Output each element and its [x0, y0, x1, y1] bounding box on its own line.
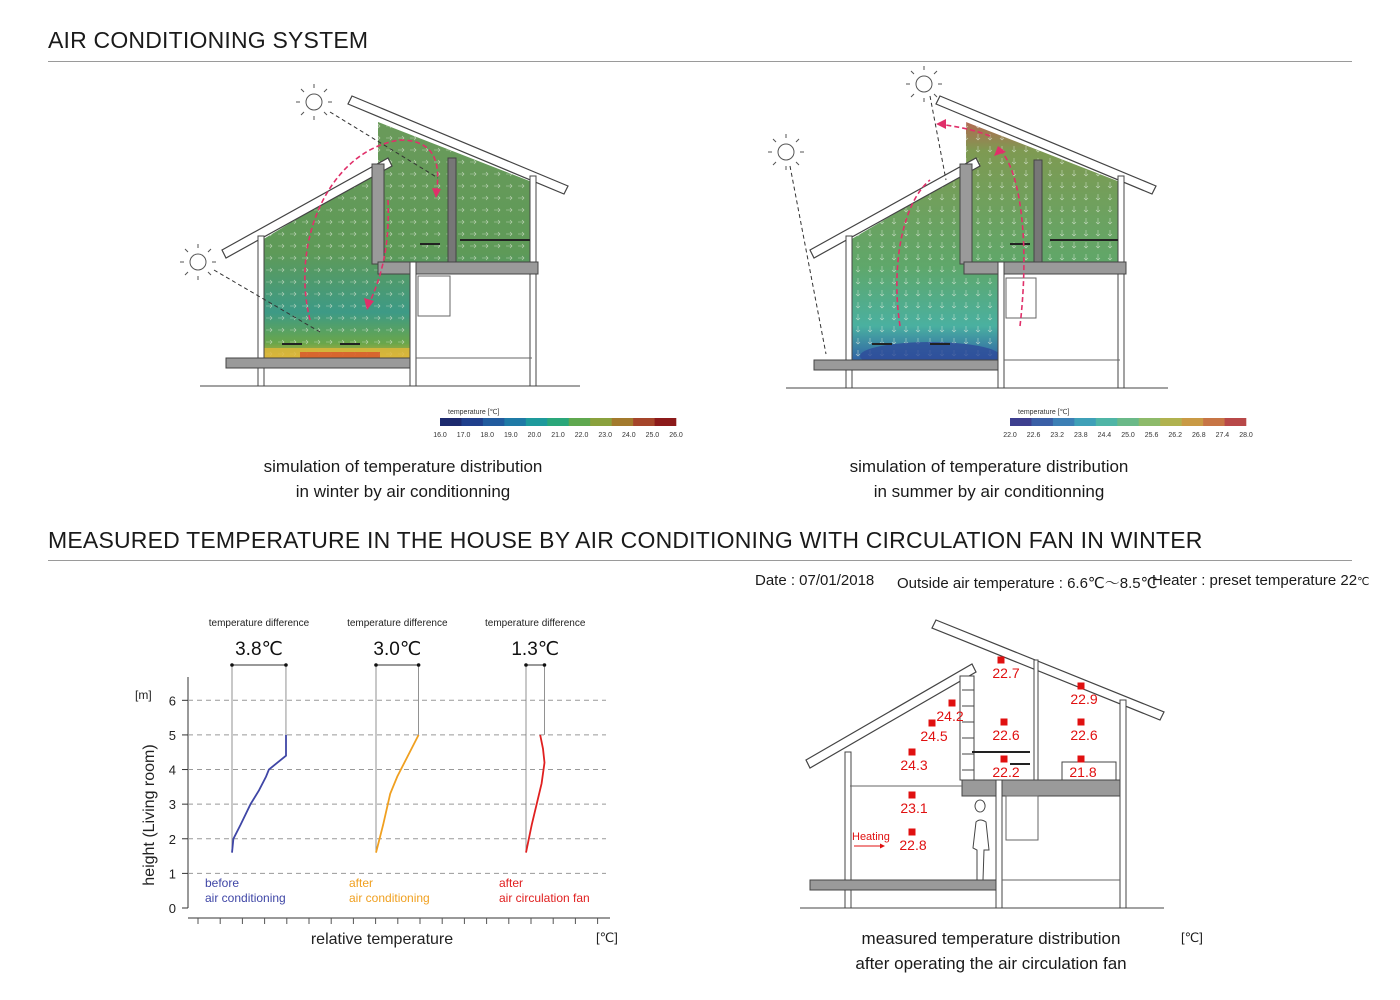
series-label-line-2: air conditioning	[205, 891, 286, 905]
series-line	[232, 735, 286, 853]
measurement-value: 22.6	[992, 727, 1020, 743]
summer-legend-tick: 24.4	[1097, 432, 1112, 439]
sun-icon-upper	[906, 66, 942, 102]
summer-legend-swatch	[1010, 418, 1032, 426]
summer-legend-swatch	[1117, 418, 1139, 426]
winter-legend-tick: 23.0	[598, 432, 613, 439]
winter-legend-swatch	[633, 418, 655, 426]
series-label-line-1: before	[205, 876, 240, 890]
series-label-line-1: after	[349, 876, 374, 890]
measurement-marker	[909, 749, 916, 756]
winter-legend-tick: 26.0	[669, 432, 683, 439]
summer-legend-tick: 22.6	[1026, 432, 1041, 439]
summer-legend-tick: 25.6	[1144, 432, 1159, 439]
summer-caption-line-2: in summer by air conditionning	[873, 482, 1105, 501]
measurement-marker	[929, 720, 936, 727]
measurement-value: 22.7	[992, 665, 1020, 681]
summer-legend-swatch	[1053, 418, 1075, 426]
measured-caption	[781, 926, 1201, 976]
summer-legend-tick: 23.8	[1073, 432, 1088, 439]
title-divider-2	[48, 560, 1352, 561]
measurement-marker	[909, 792, 916, 799]
title-divider	[48, 61, 1352, 62]
series-label-line-2: air circulation fan	[499, 891, 590, 905]
measurement-marker	[1078, 756, 1085, 763]
measurement-marker	[1001, 719, 1008, 726]
measured-unit-label: [℃]	[1181, 930, 1203, 945]
winter-legend-tick: 22.0	[574, 432, 589, 439]
summer-simulation-drawing	[770, 66, 1190, 396]
heating-label: Heating	[852, 831, 890, 843]
bracket-dot	[284, 663, 288, 667]
winter-legend-swatch	[590, 418, 612, 426]
y-tick-label: 3	[168, 797, 176, 813]
summer-legend-title: temperature [℃]	[1018, 409, 1070, 416]
winter-legend-tick: 20.0	[527, 432, 542, 439]
bracket-dot	[374, 663, 378, 667]
summer-legend-tick: 23.2	[1050, 432, 1065, 439]
summer-legend-tick: 26.8	[1191, 432, 1206, 439]
winter-legend-title: temperature [℃]	[448, 409, 500, 416]
y-unit-label: [m]	[135, 688, 152, 702]
measurement-value: 24.2	[936, 708, 964, 724]
winter-legend-tick: 17.0	[456, 432, 471, 439]
measurement-value: 22.9	[1070, 691, 1098, 707]
difference-label: temperature difference	[485, 618, 586, 629]
sun-icon-lower	[768, 134, 804, 170]
series-line	[376, 735, 419, 853]
measured-caption-line-2: after operating the air circulation fan	[855, 954, 1127, 973]
measurement-marker	[1078, 683, 1085, 690]
winter-caption-line-1: simulation of temperature distribution	[263, 457, 543, 476]
heater-label	[1152, 572, 1369, 589]
winter-legend-tick: 21.0	[551, 432, 565, 439]
outside-temperature-label: Outside air temperature : 6.6℃～8.5℃	[897, 575, 1158, 592]
x-unit-label: [℃]	[596, 930, 618, 945]
summer-legend-swatch	[1139, 418, 1161, 426]
summer-legend-swatch	[1160, 418, 1182, 426]
section-title-measured-temperature: MEASURED TEMPERATURE IN THE HOUSE BY AIR CONDITIONING WITH CIRCULATION FAN IN WINTER	[48, 527, 1203, 553]
measurement-value: 22.8	[899, 837, 927, 853]
winter-legend-tick: 25.0	[645, 432, 660, 439]
measurement-marker	[949, 700, 956, 707]
summer-legend-tick: 27.4	[1215, 432, 1230, 439]
summer-legend-swatch	[1074, 418, 1096, 426]
summer-legend-swatch	[1203, 418, 1225, 426]
y-tick-label: 6	[168, 693, 176, 709]
y-axis-label: height (Living room)	[141, 744, 158, 886]
difference-label: temperature difference	[347, 618, 448, 629]
winter-legend-swatch	[526, 418, 548, 426]
series-label-line-1: after	[499, 876, 524, 890]
y-tick-label: 1	[168, 866, 176, 882]
bracket-dot	[417, 663, 421, 667]
measured-caption-line-1: measured temperature distribution	[861, 929, 1121, 948]
difference-label: temperature difference	[208, 618, 310, 629]
heating-arrow-head	[880, 844, 885, 849]
summer-legend-swatch	[1225, 418, 1247, 426]
measurement-value: 21.8	[1069, 764, 1097, 780]
measurement-marker	[1078, 719, 1085, 726]
measurement-value: 22.6	[1070, 727, 1098, 743]
winter-legend-tick: 16.0	[433, 432, 447, 439]
measurement-marker	[998, 657, 1005, 664]
summer-legend-swatch	[1096, 418, 1118, 426]
winter-legend-swatch	[483, 418, 505, 426]
summer-caption-line-1: simulation of temperature distribution	[849, 457, 1129, 476]
summer-legend-tick: 25.0	[1121, 432, 1135, 439]
measurement-marker	[909, 829, 916, 836]
winter-legend-swatch	[461, 418, 483, 426]
summer-legend-swatch	[1182, 418, 1204, 426]
bracket-dot	[543, 663, 547, 667]
y-tick-label: 5	[168, 727, 176, 743]
summer-temperature-legend	[1003, 404, 1260, 444]
measurement-value: 24.3	[900, 757, 928, 773]
measurement-value: 24.5	[920, 728, 948, 744]
measurement-value: 22.2	[992, 764, 1020, 780]
difference-value: 3.0℃	[373, 639, 422, 660]
y-tick-label: 2	[168, 831, 176, 847]
summer-legend-tick: 26.2	[1168, 432, 1183, 439]
sun-icon-lower	[180, 244, 216, 280]
summer-legend-swatch	[1031, 418, 1053, 426]
winter-legend-tick: 19.0	[503, 432, 518, 439]
winter-legend-swatch	[547, 418, 569, 426]
winter-temperature-legend	[433, 404, 690, 444]
heater-unit: ℃	[1357, 576, 1370, 588]
winter-legend-tick: 18.0	[480, 432, 495, 439]
relative-temperature-chart	[120, 605, 620, 965]
summer-legend-tick: 28.0	[1239, 432, 1253, 439]
bracket-dot	[230, 663, 234, 667]
summer-simulation-caption	[779, 454, 1199, 504]
winter-legend-swatch	[612, 418, 634, 426]
winter-simulation-drawing	[180, 80, 610, 400]
heater-text: Heater : preset temperature 22	[1152, 572, 1358, 589]
winter-caption-line-2: in winter by air conditionning	[295, 482, 511, 501]
winter-simulation-caption	[193, 454, 613, 504]
difference-value: 3.8℃	[235, 639, 283, 660]
series-line	[526, 735, 545, 853]
winter-legend-tick: 24.0	[621, 432, 636, 439]
x-axis-label: relative temperature	[310, 931, 454, 948]
winter-legend-swatch	[569, 418, 591, 426]
date-label: Date : 07/01/2018	[755, 572, 875, 589]
winter-legend-swatch	[440, 418, 462, 426]
section-title-air-conditioning-system: AIR CONDITIONING SYSTEM	[48, 27, 369, 53]
winter-legend-swatch	[504, 418, 526, 426]
series-label-line-2: air conditioning	[349, 891, 430, 905]
measurement-value: 23.1	[900, 800, 928, 816]
bracket-dot	[524, 663, 528, 667]
y-tick-label: 4	[168, 762, 176, 778]
sun-icon-upper	[296, 84, 332, 120]
measured-points-overlay	[790, 605, 1180, 915]
y-tick-label: 0	[168, 901, 176, 916]
summer-legend-tick: 22.0	[1003, 432, 1017, 439]
difference-value: 1.3℃	[511, 639, 560, 660]
winter-legend-swatch	[655, 418, 677, 426]
measurement-marker	[1001, 756, 1008, 763]
